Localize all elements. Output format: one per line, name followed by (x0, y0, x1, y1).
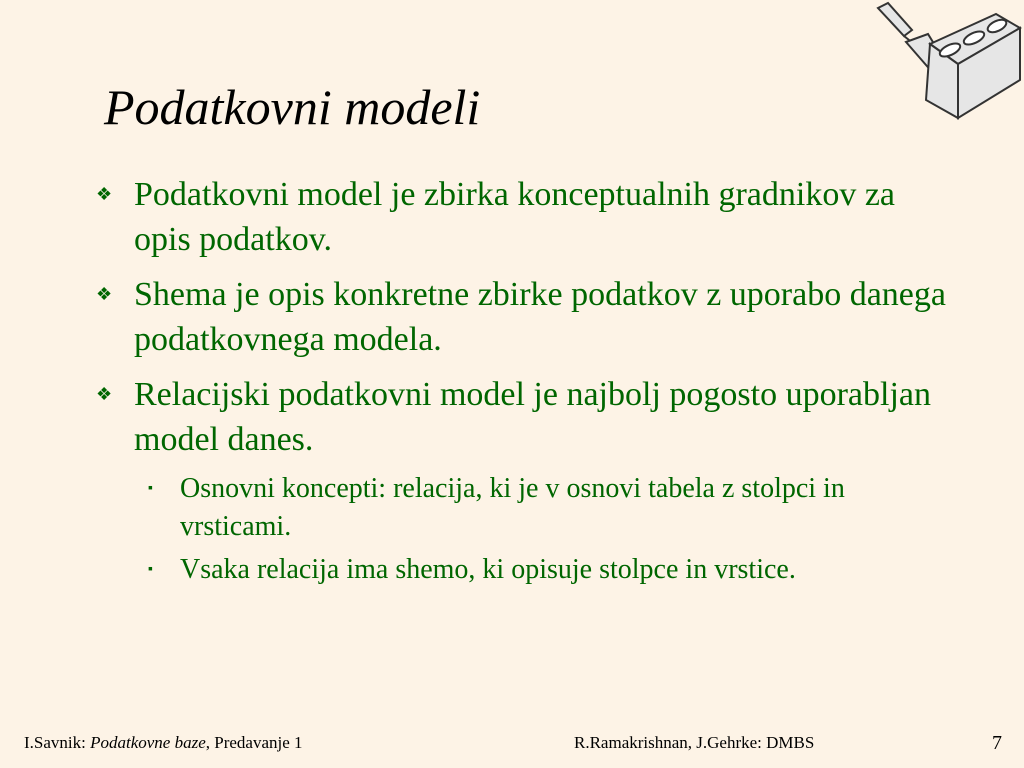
brick-trowel-icon (866, 0, 1024, 126)
diamond-bullet-icon: ❖ (96, 184, 113, 204)
bullet-item (96, 172, 956, 262)
bullet-item (96, 272, 956, 362)
bullet-text: Podatkovni model je zbirka konceptualnih gradnikov za opis podatkov. (134, 176, 896, 258)
sub-bullet-text: Vsaka relacija ima shemo, ki opisuje stolpce in vrstice. (180, 554, 796, 585)
footer-left (24, 731, 303, 755)
footer-credit: R.Ramakrishnan, J.Gehrke: DMBS (574, 733, 815, 752)
bullet-text: Shema je opis konkretne zbirke podatkov z uporabo danega podatkovnega modela. (134, 276, 946, 358)
sub-bullet-text: Osnovni koncepti: relacija, ki je v osnovi tabela z stolpci in vrsticami. (180, 473, 845, 542)
diamond-bullet-icon: ❖ (96, 284, 113, 304)
page-number: 7 (992, 732, 1002, 754)
footer-author: I.Savnik: (24, 733, 91, 752)
footer-course: Podatkovne baze (90, 733, 206, 752)
bullet-text: Relacijski podatkovni model je najbolj pogosto uporabljan model danes. (134, 376, 931, 458)
sub-bullet-item (96, 551, 956, 589)
footer-lecture: , Predavanje 1 (205, 733, 303, 752)
sub-bullet-item (96, 470, 956, 546)
square-bullet-icon: ▪ (148, 562, 153, 577)
bullet-item (96, 372, 956, 462)
square-bullet-icon: ▪ (148, 481, 153, 496)
bullet-list (96, 172, 956, 596)
diamond-bullet-icon: ❖ (96, 384, 113, 404)
slide-title: Podatkovni modeli (104, 79, 481, 135)
